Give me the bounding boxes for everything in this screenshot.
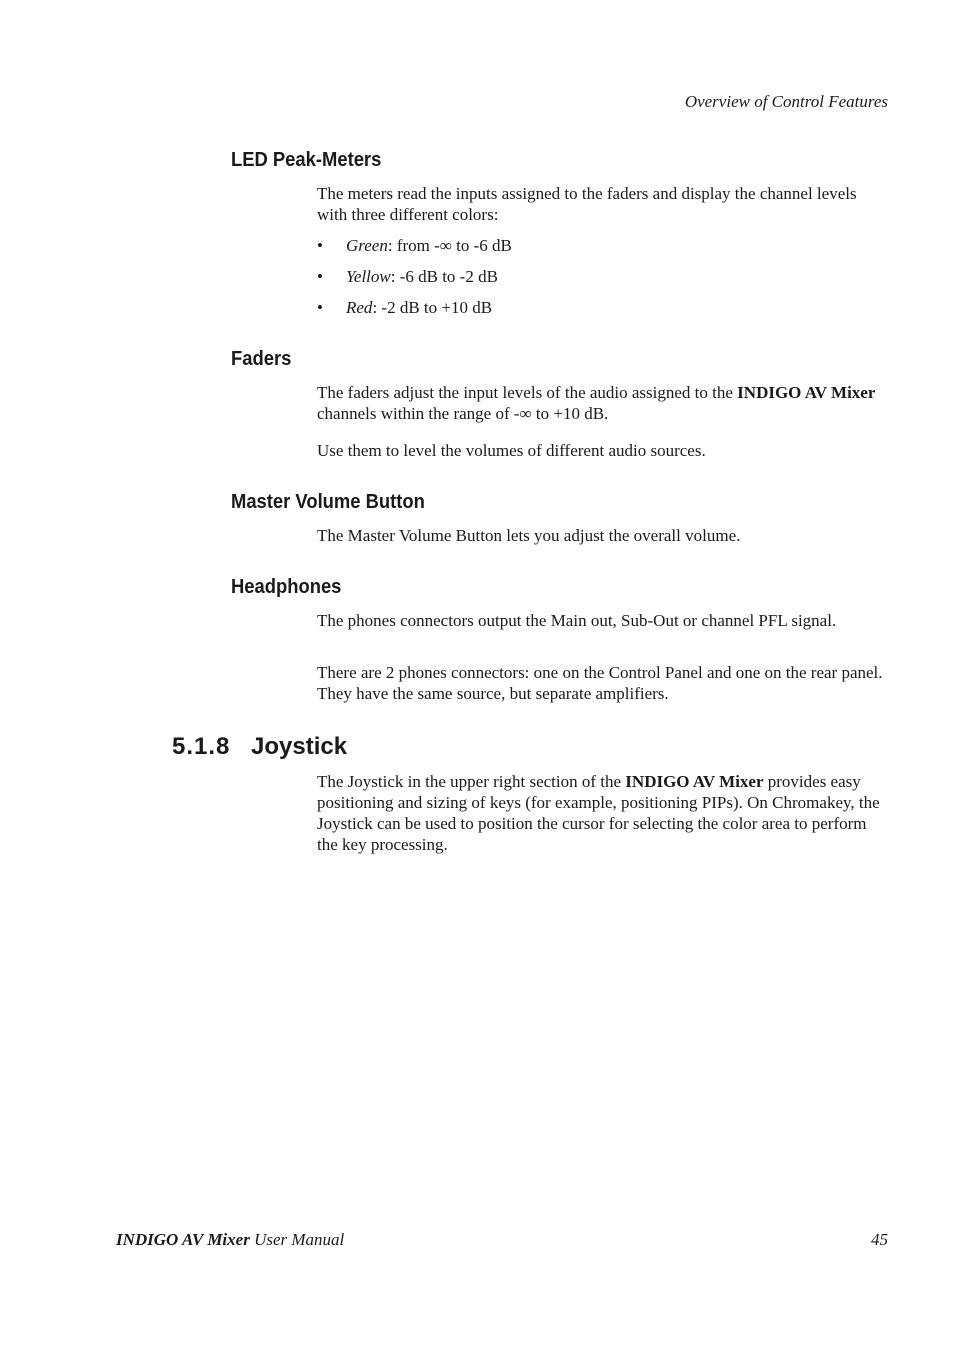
headphones-paragraph-1: The phones connectors output the Main out, Sub-Out or channel PFL signal. (317, 611, 837, 630)
joystick-text-b: provides easy positioning and sizing of keys (for example, positioning PIPs). On Chromakey, the Joystick can be used to position the cursor for selecting the color area to perform the key processing. (317, 772, 880, 854)
led-bullet-red (317, 297, 492, 318)
bullet-range: : -6 dB to -2 dB (390, 267, 498, 286)
faders-paragraph-1 (317, 382, 889, 424)
heading-led-peak-meters: LED Peak-Meters (231, 149, 382, 171)
bullet-range: : from -∞ to -6 dB (387, 236, 512, 255)
faders-paragraph-2: Use them to level the volumes of different audio sources. (317, 441, 706, 460)
joystick-text-a: The Joystick in the upper right section of the (317, 772, 626, 791)
heading-headphones: Headphones (231, 576, 342, 598)
bullet-icon: • (317, 298, 323, 317)
master-paragraph: The Master Volume Button lets you adjust the overall volume. (317, 526, 741, 545)
led-bullet-yellow (317, 266, 498, 287)
footer-manual-label: User Manual (249, 1230, 345, 1249)
bullet-color-label: Yellow (346, 267, 391, 286)
heading-master-volume-button: Master Volume Button (231, 491, 425, 513)
joystick-paragraph (317, 771, 889, 855)
bullet-color-label: Green (346, 236, 388, 255)
bullet-icon: • (317, 236, 323, 255)
faders-product-name: INDIGO AV Mixer (737, 383, 876, 402)
joystick-product-name: INDIGO AV Mixer (625, 772, 764, 791)
led-intro-paragraph: The meters read the inputs assigned to the faders and display the channel levels with three different colors: (317, 184, 857, 224)
section-number: 5.1.8 (172, 733, 231, 760)
faders-text-b: channels within the range of -∞ to +10 dB. (317, 404, 609, 423)
heading-joystick (172, 733, 347, 761)
heading-faders: Faders (231, 348, 292, 370)
section-title: Joystick (251, 733, 348, 760)
bullet-range: : -2 dB to +10 dB (372, 298, 493, 317)
bullet-color-label: Red (346, 298, 373, 317)
running-header: Overview of Control Features (684, 92, 888, 111)
bullet-icon: • (317, 267, 323, 286)
faders-text-a: The faders adjust the input levels of the audio assigned to the (317, 383, 738, 402)
led-bullet-green (317, 235, 512, 256)
page-number: 45 (871, 1230, 888, 1249)
headphones-paragraph-2: There are 2 phones connectors: one on the Control Panel and one on the rear panel. They have the same source, but separate amplifiers. (317, 663, 883, 703)
footer-product-name: INDIGO AV Mixer (116, 1230, 250, 1249)
footer-manual-title (116, 1230, 344, 1250)
